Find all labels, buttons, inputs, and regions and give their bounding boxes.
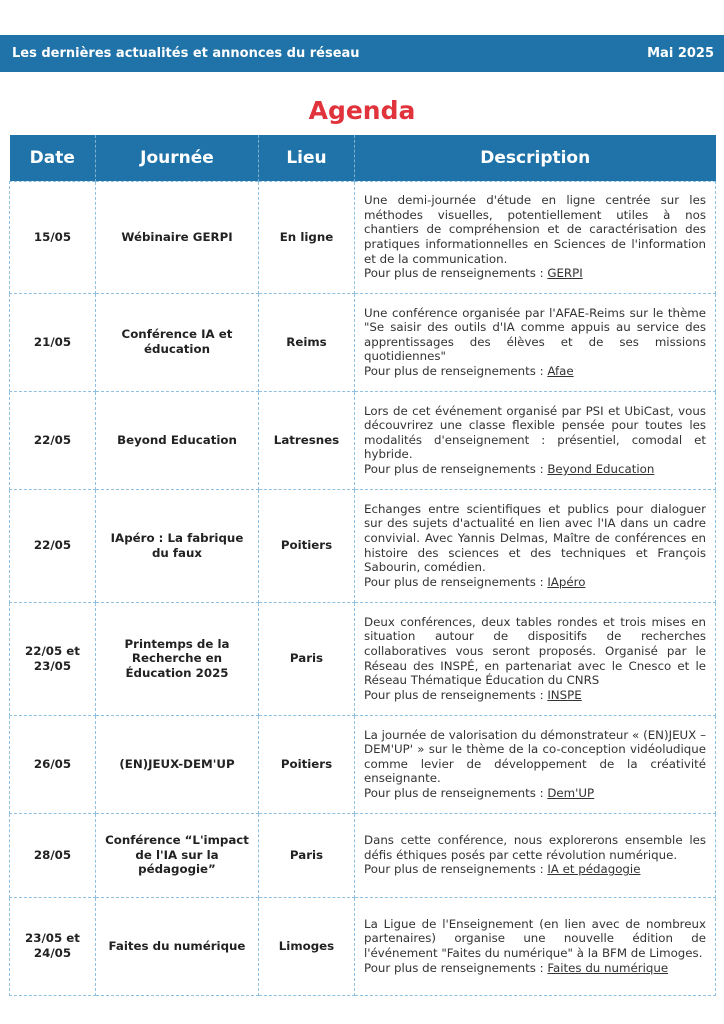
more-info bbox=[364, 786, 706, 801]
table-row bbox=[10, 602, 716, 715]
table-row bbox=[10, 293, 716, 391]
header-journee: Journée bbox=[96, 135, 259, 181]
table-row bbox=[10, 489, 716, 602]
event-place: Poitiers bbox=[259, 489, 355, 602]
event-description-cell bbox=[355, 391, 716, 489]
event-description: La journée de valorisation du démonstrateur « (EN)JEUX – DEM'UP' » sur le thème de la co-conception vidéoludique comme levier de développement de la créativité enseignante. bbox=[364, 727, 706, 786]
header-date: Date bbox=[10, 135, 96, 181]
event-description-cell bbox=[355, 813, 716, 897]
newsletter-banner bbox=[0, 35, 724, 72]
event-name: Wébinaire GERPI bbox=[96, 181, 259, 293]
event-link[interactable]: Beyond Education bbox=[547, 461, 655, 476]
event-name: Printemps de la Recherche en Éducation 2025 bbox=[96, 602, 259, 715]
more-info-label: Pour plus de renseignements : bbox=[364, 785, 548, 800]
event-place: Paris bbox=[259, 602, 355, 715]
table-row bbox=[10, 181, 716, 293]
event-description-cell bbox=[355, 293, 716, 391]
more-info bbox=[364, 575, 706, 590]
event-date: 26/05 bbox=[10, 715, 96, 813]
event-link[interactable]: INSPE bbox=[547, 687, 582, 702]
more-info-label: Pour plus de renseignements : bbox=[364, 363, 548, 378]
event-link[interactable]: Faites du numérique bbox=[547, 960, 669, 975]
event-name: Faites du numérique bbox=[96, 897, 259, 995]
table-row bbox=[10, 391, 716, 489]
more-info-label: Pour plus de renseignements : bbox=[364, 266, 548, 281]
event-description: Une demi-journée d'étude en ligne centrée sur les méthodes visuelles, potentiellement utiles à nos chantiers de compréhension et de caractérisation des pratiques informationnelles en Sciences de l'information et de la communication. bbox=[364, 193, 706, 266]
event-date: 22/05 bbox=[10, 391, 96, 489]
event-name: (EN)JEUX-DEM'UP bbox=[96, 715, 259, 813]
event-description: La Ligue de l'Enseignement (en lien avec de nombreux partenaires) organise une nouvelle édition de l'événement "Faites du numérique" à la BFM de Limoges. bbox=[364, 916, 706, 960]
more-info-label: Pour plus de renseignements : bbox=[364, 862, 548, 877]
event-place: Limoges bbox=[259, 897, 355, 995]
more-info-label: Pour plus de renseignements : bbox=[364, 960, 548, 975]
event-link[interactable]: IA et pédagogie bbox=[547, 862, 641, 877]
event-link[interactable]: Afae bbox=[547, 363, 574, 378]
more-info bbox=[364, 688, 706, 703]
event-description: Deux conférences, deux tables rondes et trois mises en situation autour de dispositifs de recherches collaboratives vous seront proposés. Organisé par le Réseau des INSPÉ, en partenariat avec le Cnesco et le Réseau Thématique Éducation du CNRS bbox=[364, 614, 706, 688]
more-info bbox=[364, 862, 706, 877]
event-description-cell bbox=[355, 489, 716, 602]
event-link[interactable]: IApéro bbox=[547, 574, 586, 589]
banner-date: Mai 2025 bbox=[647, 46, 714, 61]
event-link[interactable]: GERPI bbox=[547, 266, 583, 281]
event-description-cell bbox=[355, 897, 716, 995]
table-row bbox=[10, 813, 716, 897]
page-title: Agenda bbox=[308, 96, 416, 125]
more-info bbox=[364, 364, 706, 379]
table-header-row bbox=[10, 135, 716, 181]
event-place: En ligne bbox=[259, 181, 355, 293]
event-description: Echanges entre scientifiques et publics pour dialoguer sur des sujets d'actualité en lien avec l'IA dans un cadre convivial. Avec Yannis Delmas, Maître de conférences en histoire des sciences et des techniques et François Sabourin, comédien. bbox=[364, 501, 706, 575]
agenda-table bbox=[9, 135, 716, 996]
event-date: 22/05 bbox=[10, 489, 96, 602]
table-row bbox=[10, 715, 716, 813]
table-row bbox=[10, 897, 716, 995]
more-info-label: Pour plus de renseignements : bbox=[364, 461, 548, 476]
banner-subtitle: Les dernières actualités et annonces du réseau bbox=[12, 46, 360, 61]
event-place: Latresnes bbox=[259, 391, 355, 489]
more-info-label: Pour plus de renseignements : bbox=[364, 687, 548, 702]
event-name: IApéro : La fabrique du faux bbox=[96, 489, 259, 602]
event-date: 22/05 et 23/05 bbox=[10, 602, 96, 715]
header-description: Description bbox=[355, 135, 716, 181]
event-description-cell bbox=[355, 715, 716, 813]
event-name: Conférence IA et éducation bbox=[96, 293, 259, 391]
event-description-cell bbox=[355, 181, 716, 293]
event-date: 23/05 et 24/05 bbox=[10, 897, 96, 995]
more-info bbox=[364, 961, 706, 976]
header-lieu: Lieu bbox=[259, 135, 355, 181]
more-info bbox=[364, 266, 706, 281]
event-name: Conférence “L'impact de l'IA sur la pédagogie” bbox=[96, 813, 259, 897]
more-info-label: Pour plus de renseignements : bbox=[364, 574, 548, 589]
event-place: Reims bbox=[259, 293, 355, 391]
more-info bbox=[364, 462, 706, 477]
event-date: 28/05 bbox=[10, 813, 96, 897]
event-link[interactable]: Dem'UP bbox=[547, 785, 595, 800]
event-description: Lors de cet événement organisé par PSI et UbiCast, vous découvrirez une classe flexible pensée pour toutes les modalités d'enseignement : présentiel, comodal et hybride. bbox=[364, 403, 706, 462]
event-description: Une conférence organisée par l'AFAE-Reims sur le thème "Se saisir des outils d'IA comme appuis au service des apprentissages des élèves et de ses missions quotidiennes" bbox=[364, 305, 706, 364]
event-place: Poitiers bbox=[259, 715, 355, 813]
event-date: 15/05 bbox=[10, 181, 96, 293]
event-description: Dans cette conférence, nous explorerons ensemble les défis éthiques posés par cette révolution numérique. bbox=[364, 833, 706, 862]
event-place: Paris bbox=[259, 813, 355, 897]
event-description-cell bbox=[355, 602, 716, 715]
event-date: 21/05 bbox=[10, 293, 96, 391]
event-name: Beyond Education bbox=[96, 391, 259, 489]
